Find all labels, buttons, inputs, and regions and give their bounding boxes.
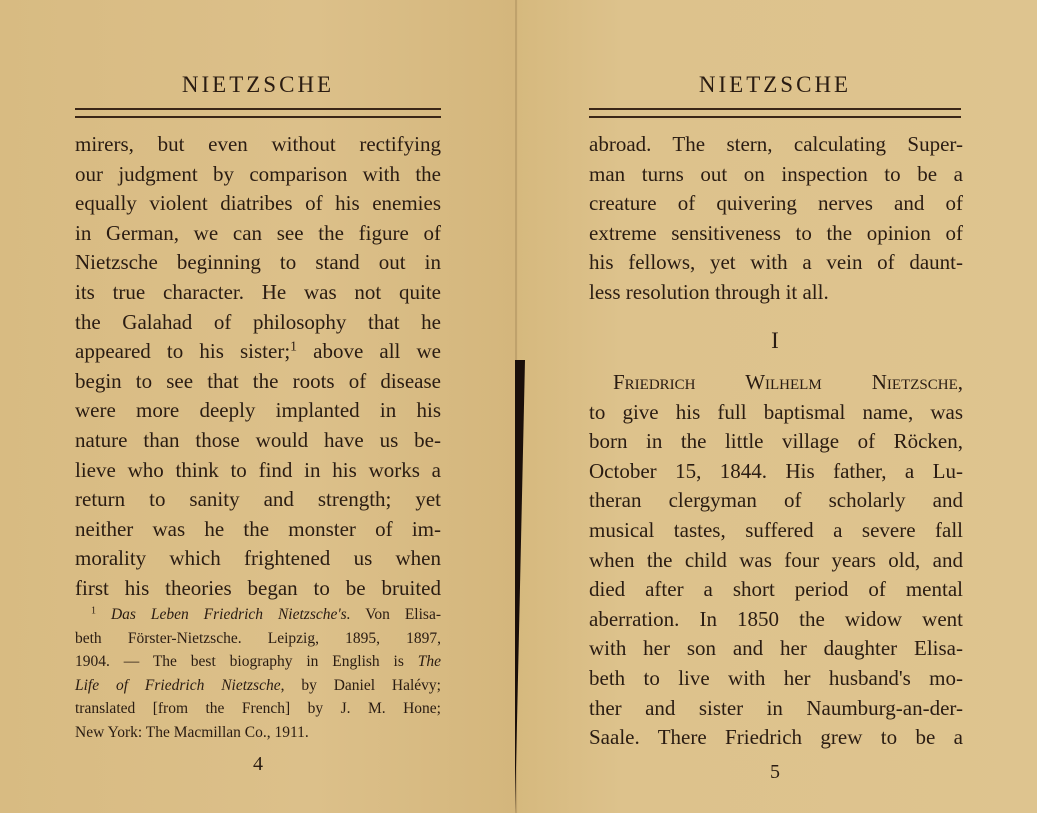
text-line: with her son and her daughter Elisa-: [589, 636, 963, 661]
text-fragment: above all we: [297, 339, 442, 364]
right-body-text: [589, 130, 963, 308]
footnote-line: New York: The Macmillan Co., 1911.: [75, 723, 309, 741]
footnote-line: translated [from the French] by J. M. Hone;: [75, 700, 441, 718]
footnote-marker: 1: [91, 605, 97, 617]
text-line: our judgment by comparison with the: [75, 161, 441, 186]
text-line: musical tastes, suffered a severe fall: [589, 517, 963, 542]
running-head-left: NIETZSCHE: [181, 72, 335, 97]
text-line: lieve who think to find in his works a: [75, 457, 441, 482]
text-line: his fellows, yet with a vein of daunt-: [589, 250, 963, 275]
text-line: the Galahad of philosophy that he: [75, 309, 441, 334]
text-line: when the child was four years old, and: [589, 547, 963, 572]
text-line: beth to live with her husband's mo-: [589, 665, 963, 690]
text-fragment: 1904. — The best biography in English is: [75, 653, 418, 671]
section-opening-line: Friedrich Wilhelm Nietzsche,: [613, 370, 963, 394]
text-line: extreme sensitiveness to the opinion of: [589, 220, 963, 245]
running-head-right: NIETZSCHE: [698, 72, 852, 97]
text-line: first his theories began to be bruited: [75, 575, 441, 600]
header-rule-top-right: [589, 108, 961, 110]
text-line: return to sanity and strength; yet: [75, 487, 441, 512]
text-line: aberration. In 1850 the widow went: [589, 606, 963, 631]
text-line: morality which frightened us when: [75, 546, 441, 571]
footnote-reference[interactable]: 1: [290, 338, 297, 354]
text-line: in German, we can see the figure of: [75, 220, 441, 245]
text-line: abroad. The stern, calculating Super-: [589, 132, 963, 156]
text-fragment: , by Daniel Halévy;: [280, 676, 441, 694]
footnote-line: beth Förster-Nietzsche. Leipzig, 1895, 1897,: [75, 629, 441, 647]
text-line: creature of quivering nerves and of: [589, 191, 963, 216]
header-rule-bottom-right: [589, 116, 961, 118]
text-line: equally violent diatribes of his enemies: [75, 191, 441, 216]
text-line: man turns out on inspection to be a: [589, 161, 963, 186]
text-line: theran clergyman of scholarly and: [589, 488, 963, 513]
text-fragment: Von Elisa-: [350, 606, 441, 623]
text-line: Nietzsche beginning to stand out in: [75, 250, 441, 275]
text-line: mirers, but even without rectifying: [75, 132, 441, 156]
text-line: to give his full baptismal name, was: [589, 399, 963, 424]
section-body-text: [589, 368, 963, 753]
text-line: neither was he the monster of im-: [75, 516, 441, 541]
section-heading: I: [771, 328, 779, 353]
footnote-title: Das Leben Friedrich Nietzsche's.: [110, 606, 351, 623]
text-line: its true character. He was not quite: [75, 279, 441, 304]
text-line: October 15, 1844. His father, a Lu-: [589, 458, 963, 483]
text-line: less resolution through it all.: [589, 279, 829, 304]
text-fragment: appeared to his sister;: [75, 339, 291, 364]
text-line: begin to see that the roots of disease: [75, 368, 441, 393]
text-line: Saale. There Friedrich grew to be a: [589, 725, 963, 750]
text-line: nature than those would have us be-: [75, 427, 441, 452]
book-title-fragment: The: [417, 653, 441, 671]
text-line: ther and sister in Naumburg-an-der-: [589, 695, 963, 720]
text-line: born in the little village of Röcken,: [589, 429, 963, 454]
page-number-left: 4: [253, 753, 263, 775]
page-number-right: 5: [770, 761, 780, 783]
text-line: were more deeply implanted in his: [75, 398, 441, 423]
book-title-fragment: Life of Friedrich Nietzsche: [75, 676, 281, 694]
text-line: died after a short period of mental: [589, 577, 963, 602]
